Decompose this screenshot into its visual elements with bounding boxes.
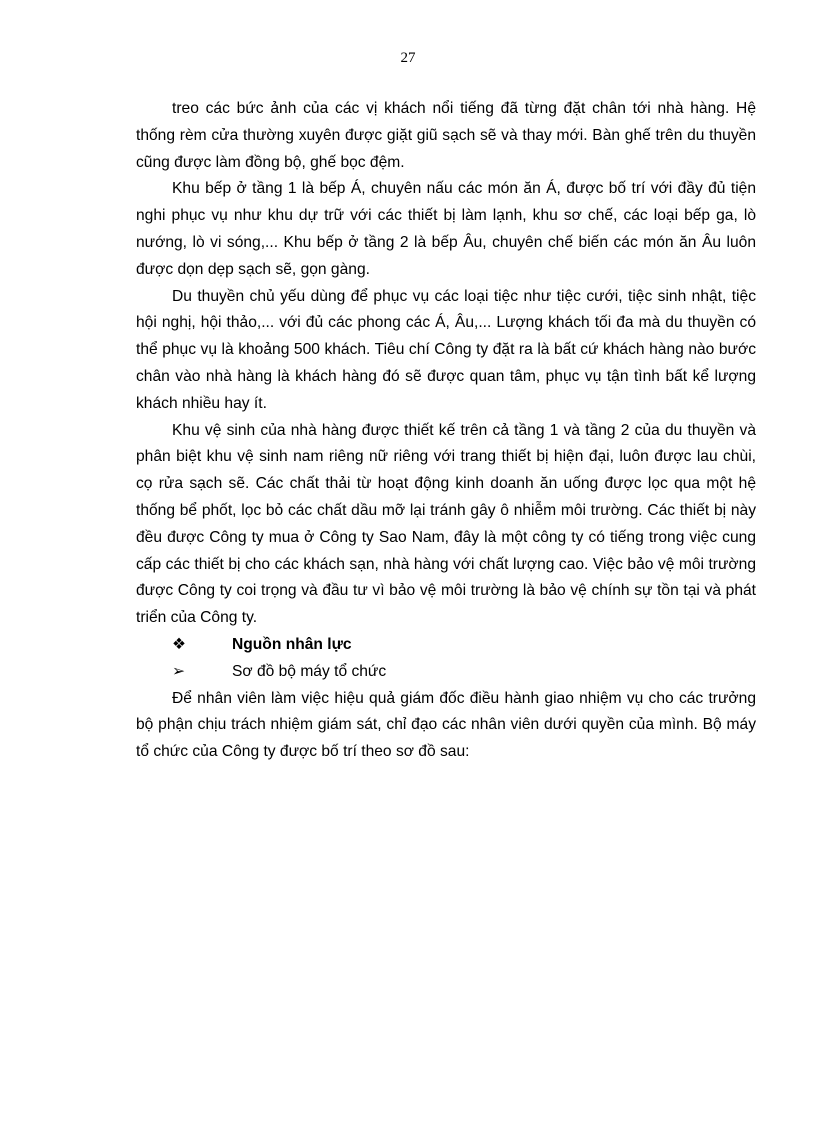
sub-heading-org-chart	[136, 659, 756, 686]
paragraph-events: Du thuyền chủ yếu dùng để phục vụ các loại tiệc như tiệc cưới, tiệc sinh nhật, tiệc hội nghị, hội thảo,... với đủ các phong các Á, Âu,... Lượng khách tối đa mà du thuyền có thể phục vụ là khoảng 500 khách. Tiêu chí Công ty đặt ra là bất cứ khách hàng nào bước chân vào nhà hàng là khách hàng đó sẽ được quan tâm, phục vụ tận tình bất kể lượng khách nhiều hay ít.	[136, 287, 756, 412]
arrow-bullet-icon: ➢	[172, 662, 186, 680]
section-heading-human-resources	[136, 632, 756, 659]
section-heading-text: Nguồn nhân lực	[232, 635, 352, 653]
document-body	[136, 96, 756, 766]
paragraph-decor: treo các bức ảnh của các vị khách nổi tiếng đã từng đặt chân tới nhà hàng. Hệ thống rèm cửa thường xuyên được giặt giũ sạch sẽ và thay mới. Bàn ghế trên du thuyền cũng được làm đồng bộ, ghế bọc đệm.	[136, 100, 756, 171]
page-number: 27	[400, 50, 416, 66]
sub-heading-text: Sơ đồ bộ máy tổ chức	[232, 662, 387, 680]
diamond-bullet-icon: ❖	[172, 635, 186, 653]
paragraph-kitchen: Khu bếp ở tầng 1 là bếp Á, chuyên nấu các món ăn Á, được bố trí với đầy đủ tiện nghi phục vụ như khu dự trữ với các thiết bị làm lạnh, khu sơ chế, các loại bếp ga, lò nướng, lò vi sóng,... Khu bếp ở tầng 2 là bếp Âu, chuyên chế biến các món ăn Âu luôn được dọn dẹp sạch sẽ, gọn gàng.	[136, 180, 756, 278]
paragraph-org-intro: Để nhân viên làm việc hiệu quả giám đốc điều hành giao nhiệm vụ cho các trưởng bộ phận chịu trách nhiệm giám sát, chỉ đạo các nhân viên dưới quyền của mình. Bộ máy tổ chức của Công ty được bố trí theo sơ đồ sau:	[136, 689, 756, 761]
paragraph-restroom: Khu vệ sinh của nhà hàng được thiết kế trên cả tầng 1 và tầng 2 của du thuyền và phân biệt khu vệ sinh nam riêng nữ riêng với trang thiết bị hiện đại, luôn được lau chùi, cọ rửa sạch sẽ. Các chất thải từ hoạt động kinh doanh ăn uống được lọc qua một hệ thống bể phốt, lọc bỏ các chất dầu mỡ lại tránh gây ô nhiễm môi trường. Các thiết bị này đều được Công ty mua ở Công ty Sao Nam, đây là một công ty có tiếng trong việc cung cấp các thiết bị cho các khách sạn, nhà hàng với chất lượng cao. Việc bảo vệ môi trường được Công ty coi trọng và đầu tư vì bảo vệ môi trường là bảo vệ chính sự tồn tại và phát triển của Công ty.	[136, 421, 756, 627]
